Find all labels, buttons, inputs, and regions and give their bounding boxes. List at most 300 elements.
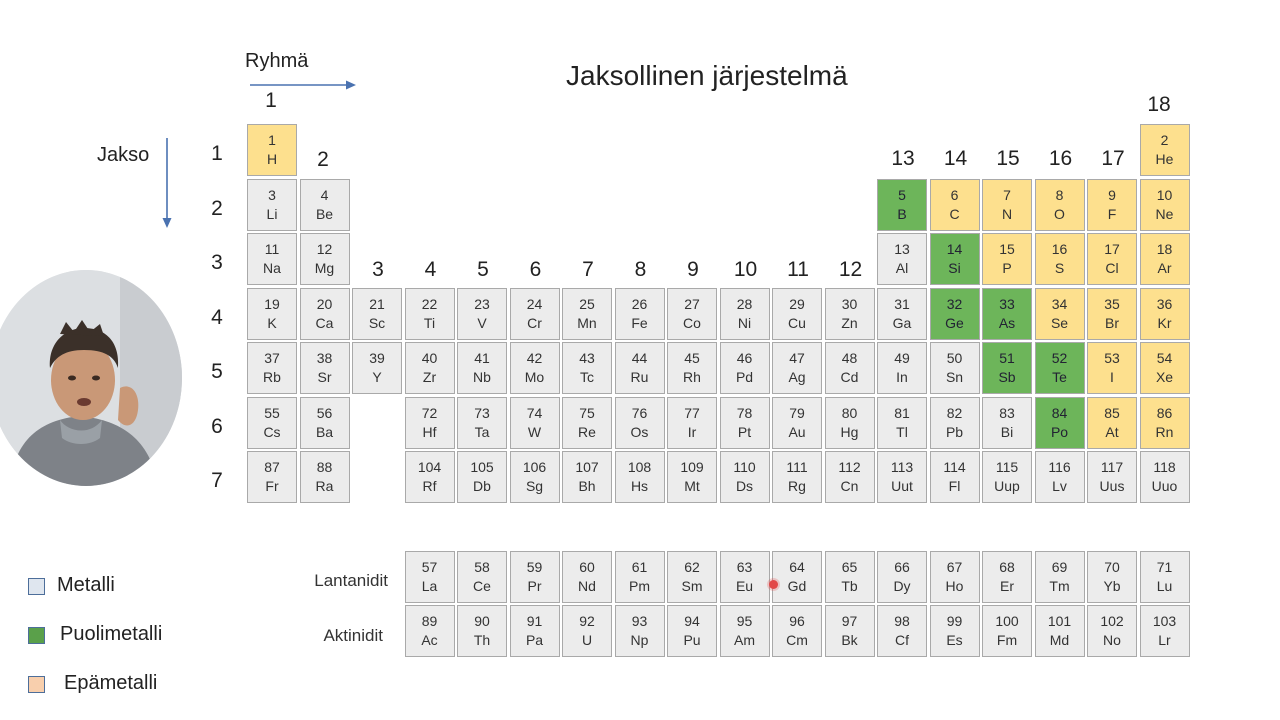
element-symbol: H (266, 151, 278, 167)
atomic-number: 114 (943, 459, 966, 475)
element-cell-pt (720, 397, 770, 449)
atomic-number: 9 (1108, 186, 1116, 203)
element-cell-th (457, 605, 507, 657)
element-cell-at (1087, 397, 1137, 449)
atomic-number: 65 (841, 559, 858, 575)
element-symbol: Tb (841, 578, 858, 594)
webcam-video (0, 270, 182, 486)
element-symbol: Cr (527, 314, 542, 331)
atomic-number: 30 (841, 295, 858, 312)
element-symbol: Rb (263, 369, 281, 385)
element-symbol: Ca (315, 314, 334, 331)
atomic-number: 70 (1104, 559, 1120, 575)
atomic-number: 40 (421, 350, 438, 366)
element-symbol: Nd (578, 578, 596, 594)
element-cell-al (877, 233, 927, 285)
group-number-11: 11 (787, 258, 809, 281)
period-number-6: 6 (211, 414, 223, 438)
atomic-number: 92 (579, 613, 595, 629)
element-symbol: Rf (422, 478, 437, 494)
atomic-number: 100 (995, 613, 1019, 629)
element-cell-uus (1087, 451, 1137, 503)
element-symbol: Kr (1157, 314, 1172, 331)
element-cell-ac (405, 605, 455, 657)
atomic-number: 31 (894, 295, 910, 312)
legend-label: Metalli (57, 574, 115, 596)
element-cell-lv (1035, 451, 1085, 503)
atomic-number: 48 (841, 350, 858, 366)
atomic-number: 6 (950, 186, 959, 203)
atomic-number: 35 (1104, 295, 1120, 312)
atomic-number: 23 (474, 295, 490, 312)
element-cell-ce (457, 551, 507, 603)
element-cell-ba (300, 397, 350, 449)
atomic-number: 75 (579, 404, 595, 421)
element-cell-fl (930, 451, 980, 503)
element-cell-bh (562, 451, 612, 503)
element-cell-bk (825, 605, 875, 657)
element-symbol: F (1107, 205, 1117, 222)
atomic-number: 46 (736, 350, 753, 366)
atomic-number: 108 (627, 459, 652, 475)
element-symbol: Sg (525, 478, 544, 494)
element-symbol: Si (948, 260, 961, 276)
element-symbol: Hf (422, 423, 437, 440)
element-symbol: Tc (580, 369, 594, 385)
element-cell-es (930, 605, 980, 657)
group-number-15: 15 (996, 147, 1020, 170)
atomic-number: 84 (1051, 404, 1068, 421)
element-cell-hf (405, 397, 455, 449)
group-number-1: 1 (265, 89, 277, 112)
atomic-number: 98 (894, 613, 910, 629)
element-cell-na (247, 233, 297, 285)
atomic-number: 28 (736, 295, 753, 312)
element-cell-pb (930, 397, 980, 449)
element-symbol: No (1103, 632, 1121, 648)
atomic-number: 37 (264, 350, 280, 366)
element-cell-cu (772, 288, 822, 340)
element-symbol: Bh (578, 478, 596, 494)
element-symbol: Bi (1000, 423, 1014, 440)
element-cell-lr (1140, 605, 1190, 657)
atomic-number: 16 (1051, 241, 1068, 257)
element-symbol: Ta (474, 423, 490, 440)
element-symbol: Cf (895, 632, 909, 648)
element-symbol: Mg (314, 260, 335, 276)
atomic-number: 29 (789, 295, 805, 312)
element-symbol: Cs (263, 423, 281, 440)
element-cell-co (667, 288, 717, 340)
element-cell-in (877, 342, 927, 394)
element-cell-cr (510, 288, 560, 340)
group-number-10: 10 (733, 258, 758, 281)
element-symbol: Hs (630, 478, 649, 494)
element-symbol: Sn (945, 369, 964, 385)
pointer-dot (769, 580, 778, 589)
element-symbol: O (1054, 205, 1065, 222)
atomic-number: 25 (579, 295, 595, 312)
atomic-number: 102 (1100, 613, 1124, 629)
atomic-number: 117 (1100, 459, 1124, 475)
element-cell-rg (772, 451, 822, 503)
group-number-6: 6 (529, 258, 542, 281)
atomic-number: 99 (946, 613, 963, 629)
element-symbol: Db (473, 478, 491, 494)
atomic-number: 101 (1047, 613, 1072, 629)
element-symbol: Ba (315, 423, 334, 440)
element-cell-re (562, 397, 612, 449)
atomic-number: 67 (946, 559, 963, 575)
atomic-number: 32 (946, 295, 963, 312)
element-cell-ne (1140, 179, 1190, 231)
element-symbol: Es (946, 632, 963, 648)
atomic-number: 104 (417, 459, 442, 475)
period-number-3: 3 (211, 251, 223, 274)
element-cell-cl (1087, 233, 1137, 285)
element-cell-po (1035, 397, 1085, 449)
atomic-number: 74 (526, 404, 543, 421)
atomic-number: 68 (999, 559, 1015, 575)
element-cell-ti (405, 288, 455, 340)
element-symbol: Zn (841, 314, 858, 331)
group-number-4: 4 (424, 258, 437, 281)
element-cell-mt (667, 451, 717, 503)
actinides-label: Aktinidit (323, 626, 383, 645)
atomic-number: 13 (894, 241, 910, 257)
atomic-number: 93 (631, 613, 648, 629)
element-symbol: Lv (1052, 478, 1067, 494)
element-symbol: In (896, 369, 908, 385)
element-symbol: Lu (1156, 578, 1173, 594)
element-cell-mo (510, 342, 560, 394)
atomic-number: 106 (522, 459, 547, 475)
element-symbol: Rh (683, 369, 701, 385)
element-cell-pm (615, 551, 665, 603)
group-number-14: 14 (943, 147, 968, 170)
atomic-number: 19 (264, 295, 280, 312)
element-cell-kr (1140, 288, 1190, 340)
period-axis-label: Jakso (97, 144, 150, 166)
atomic-number: 91 (526, 613, 543, 629)
atomic-number: 66 (894, 559, 910, 575)
atomic-number: 10 (1156, 186, 1173, 203)
atomic-number: 26 (631, 295, 648, 312)
element-symbol: Os (630, 423, 649, 440)
element-symbol: Nb (473, 369, 491, 385)
element-cell-pr (510, 551, 560, 603)
atomic-number: 95 (736, 613, 753, 629)
element-cell-ag (772, 342, 822, 394)
legend-swatch (28, 676, 45, 693)
element-symbol: Te (1052, 369, 1067, 385)
atomic-number: 115 (995, 459, 1019, 475)
element-cell-ds (720, 451, 770, 503)
element-cell-no (1087, 605, 1137, 657)
element-cell-rh (667, 342, 717, 394)
atomic-number: 118 (1153, 459, 1176, 475)
atomic-number: 11 (264, 241, 280, 257)
atomic-number: 103 (1152, 613, 1177, 629)
atomic-number: 96 (789, 613, 805, 629)
atomic-number: 52 (1051, 350, 1068, 366)
element-cell-ga (877, 288, 927, 340)
element-cell-nb (457, 342, 507, 394)
element-cell-tc (562, 342, 612, 394)
element-symbol: Uus (1099, 478, 1125, 494)
element-cell-he (1140, 124, 1190, 176)
element-symbol: Md (1049, 632, 1070, 648)
element-symbol: Cm (786, 632, 808, 648)
atomic-number: 34 (1051, 295, 1068, 312)
element-cell-au (772, 397, 822, 449)
element-symbol: Rg (788, 478, 806, 494)
atomic-number: 50 (946, 350, 963, 366)
element-symbol: Gd (787, 578, 807, 594)
atomic-number: 64 (789, 559, 805, 575)
element-symbol: Th (473, 632, 491, 648)
element-cell-mn (562, 288, 612, 340)
element-symbol: Yb (1103, 578, 1121, 594)
atomic-number: 43 (579, 350, 595, 366)
element-symbol: Po (1050, 423, 1069, 440)
group-number-5: 5 (477, 258, 489, 281)
element-cell-b (877, 179, 927, 231)
element-symbol: Ac (421, 632, 438, 648)
legend-swatch (28, 578, 45, 595)
atomic-number: 94 (684, 613, 700, 629)
element-cell-xe (1140, 342, 1190, 394)
atomic-number: 12 (316, 241, 333, 257)
atomic-number: 45 (684, 350, 700, 366)
element-cell-mg (300, 233, 350, 285)
element-cell-os (615, 397, 665, 449)
element-cell-ir (667, 397, 717, 449)
atomic-number: 24 (526, 295, 543, 312)
atomic-number: 81 (894, 404, 910, 421)
atomic-number: 107 (575, 459, 599, 475)
element-symbol: Zr (422, 369, 437, 385)
element-symbol: Cl (1105, 260, 1119, 276)
element-cell-p (982, 233, 1032, 285)
element-cell-dy (877, 551, 927, 603)
atomic-number: 7 (1003, 186, 1011, 203)
element-symbol: Au (788, 423, 806, 440)
group-number-16: 16 (1048, 147, 1073, 170)
element-cell-be (300, 179, 350, 231)
element-symbol: Ce (473, 578, 491, 594)
period-number-5: 5 (211, 360, 223, 383)
element-symbol: Co (683, 314, 701, 331)
period-number-4: 4 (211, 305, 223, 329)
element-symbol: Sc (368, 314, 386, 331)
atomic-number: 69 (1051, 559, 1068, 575)
atomic-number: 58 (474, 559, 490, 575)
element-cell-tl (877, 397, 927, 449)
atomic-number: 71 (1156, 559, 1173, 575)
element-cell-uup (982, 451, 1032, 503)
element-symbol: P (1002, 260, 1012, 276)
element-symbol: Xe (1155, 369, 1174, 385)
legend-label: Epämetalli (64, 672, 158, 694)
atomic-number: 116 (1048, 459, 1071, 475)
element-symbol: Ir (687, 423, 697, 440)
atomic-number: 53 (1104, 350, 1120, 366)
element-cell-pa (510, 605, 560, 657)
element-cell-rb (247, 342, 297, 394)
presenter-icon (0, 270, 182, 486)
element-symbol: B (897, 205, 907, 222)
atomic-number: 61 (631, 559, 648, 575)
element-symbol: Be (315, 205, 334, 222)
atomic-number: 112 (838, 459, 861, 475)
atomic-number: 109 (680, 459, 704, 475)
element-cell-er (982, 551, 1032, 603)
element-cell-k (247, 288, 297, 340)
element-cell-la (405, 551, 455, 603)
element-cell-ar (1140, 233, 1190, 285)
element-cell-si (930, 233, 980, 285)
page-title: Jaksollinen järjestelmä (566, 60, 848, 91)
atomic-number: 73 (474, 404, 490, 421)
period-arrow-icon (160, 136, 174, 230)
element-symbol: Er (1000, 578, 1014, 594)
element-symbol: Li (266, 205, 278, 222)
element-symbol: La (421, 578, 438, 594)
atomic-number: 5 (898, 186, 906, 203)
element-symbol: Hg (840, 423, 859, 440)
element-cell-n (982, 179, 1032, 231)
atomic-number: 63 (736, 559, 753, 575)
atomic-number: 21 (369, 295, 385, 312)
element-cell-eu (720, 551, 770, 603)
element-cell-fe (615, 288, 665, 340)
element-cell-rf (405, 451, 455, 503)
atomic-number: 110 (733, 459, 756, 475)
element-cell-i (1087, 342, 1137, 394)
element-cell-h (247, 124, 297, 176)
element-symbol: Mt (684, 478, 700, 494)
atomic-number: 56 (316, 404, 333, 421)
element-cell-cm (772, 605, 822, 657)
element-symbol: Sb (998, 369, 1016, 385)
element-cell-hg (825, 397, 875, 449)
group-number-9: 9 (687, 258, 699, 281)
element-symbol: U (581, 632, 593, 648)
group-number-2: 2 (317, 148, 329, 171)
atomic-number: 36 (1156, 295, 1173, 312)
element-cell-te (1035, 342, 1085, 394)
period-number-2: 2 (211, 196, 223, 220)
element-symbol: Uup (994, 478, 1020, 494)
atomic-number: 59 (526, 559, 543, 575)
atomic-number: 62 (684, 559, 700, 575)
element-symbol: Cu (788, 314, 806, 331)
atomic-number: 79 (789, 404, 805, 421)
group-number-3: 3 (372, 258, 384, 281)
element-symbol: Rn (1155, 423, 1174, 440)
element-symbol: Ds (735, 478, 754, 494)
atomic-number: 47 (789, 350, 805, 366)
element-cell-pd (720, 342, 770, 394)
element-cell-ra (300, 451, 350, 503)
element-symbol: Fm (996, 632, 1018, 648)
element-symbol: Fl (948, 478, 961, 494)
atomic-number: 49 (894, 350, 910, 366)
element-cell-sm (667, 551, 717, 603)
atomic-number: 77 (684, 404, 700, 421)
atomic-number: 111 (786, 459, 808, 475)
element-cell-rn (1140, 397, 1190, 449)
element-symbol: Pb (945, 423, 964, 440)
element-symbol: Ra (315, 478, 334, 494)
element-symbol: Dy (893, 578, 911, 594)
element-cell-hs (615, 451, 665, 503)
element-cell-tm (1035, 551, 1085, 603)
element-cell-ge (930, 288, 980, 340)
atomic-number: 20 (316, 295, 333, 312)
element-symbol: I (1110, 369, 1114, 385)
element-symbol: Am (734, 632, 755, 648)
element-symbol: Np (630, 632, 649, 648)
atomic-number: 72 (421, 404, 438, 421)
element-cell-lu (1140, 551, 1190, 603)
element-symbol: Pd (735, 369, 754, 385)
element-cell-zn (825, 288, 875, 340)
lanthanides-label: Lantanidit (314, 571, 388, 590)
element-symbol: Sm (681, 578, 703, 594)
group-number-13: 13 (891, 147, 915, 170)
element-symbol: Br (1105, 314, 1119, 331)
element-symbol: W (527, 423, 542, 440)
element-cell-cf (877, 605, 927, 657)
element-cell-tb (825, 551, 875, 603)
atomic-number: 22 (421, 295, 438, 312)
element-cell-se (1035, 288, 1085, 340)
element-symbol: V (477, 314, 487, 331)
element-symbol: Ge (945, 314, 964, 331)
atomic-number: 38 (316, 350, 333, 366)
element-symbol: Pt (737, 423, 752, 440)
element-cell-pu (667, 605, 717, 657)
element-symbol: Mo (524, 369, 545, 385)
atomic-number: 33 (999, 295, 1015, 312)
element-cell-uut (877, 451, 927, 503)
element-symbol: Uuo (1151, 478, 1178, 494)
element-symbol: At (1105, 423, 1119, 440)
element-symbol: Ho (945, 578, 964, 594)
element-cell-cs (247, 397, 297, 449)
group-number-17: 17 (1101, 147, 1125, 170)
element-symbol: Re (578, 423, 596, 440)
element-symbol: Y (372, 369, 382, 385)
element-cell-nd (562, 551, 612, 603)
element-symbol: Na (263, 260, 281, 276)
atomic-number: 86 (1156, 404, 1173, 421)
atomic-number: 55 (264, 404, 280, 421)
atomic-number: 1 (268, 132, 276, 148)
element-symbol: Bk (841, 632, 858, 648)
atomic-number: 14 (946, 241, 963, 257)
group-number-12: 12 (838, 258, 863, 281)
element-symbol: Fr (265, 478, 279, 494)
element-symbol: Pu (683, 632, 701, 648)
atomic-number: 17 (1104, 241, 1120, 257)
element-symbol: Pa (525, 632, 544, 648)
element-cell-as (982, 288, 1032, 340)
element-symbol: Pr (527, 578, 542, 594)
element-cell-br (1087, 288, 1137, 340)
